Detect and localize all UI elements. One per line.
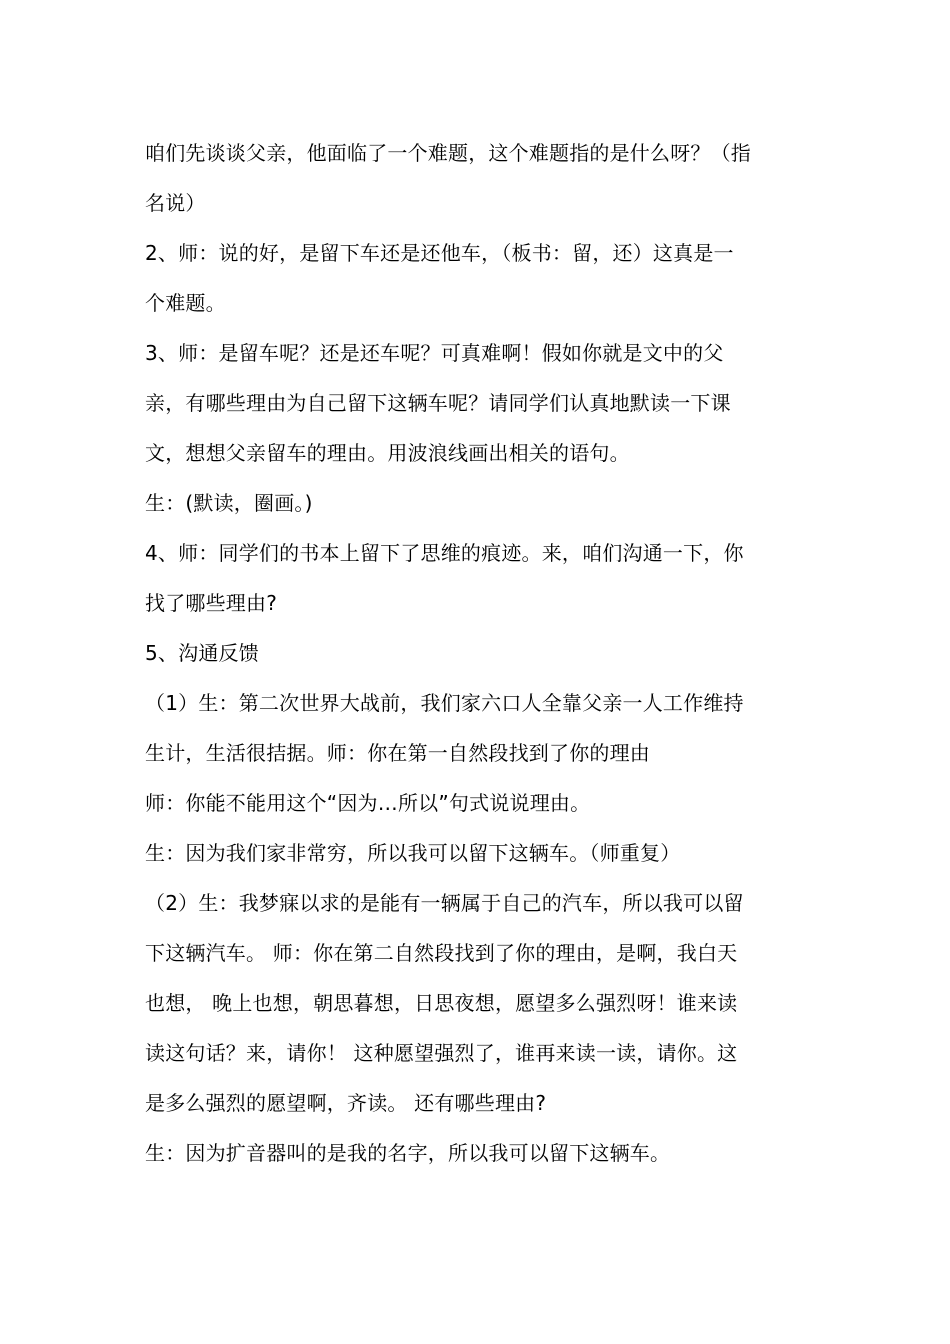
- text-line: 师：你能不能用这个“因为…所以”句式说说理由。: [145, 791, 591, 815]
- text-line: 3、师：是留车呢？还是还车呢？可真难啊！假如你就是文中的父: [145, 341, 724, 365]
- text-line: 4、师：同学们的书本上留下了思维的痕迹。来，咱们沟通一下，你: [145, 541, 744, 565]
- text-line: 找了哪些理由?: [145, 591, 278, 615]
- text-line: 生：(默读，圈画。): [145, 491, 313, 515]
- text-line: 个难题。: [145, 291, 226, 315]
- text-line: 生：因为扩音器叫的是我的名字，所以我可以留下这辆车。: [145, 1141, 671, 1165]
- text-line: 生计，生活很拮据。师：你在第一自然段找到了你的理由: [145, 741, 650, 765]
- text-line: （1）生：第二次世界大战前，我们家六口人全靠父亲一人工作维持: [145, 691, 744, 715]
- text-line: 生：因为我们家非常穷，所以我可以留下这辆车。（师重复）: [145, 841, 681, 865]
- text-line: （2）生：我梦寐以求的是能有一辆属于自己的汽车，所以我可以留: [145, 891, 744, 915]
- text-line: 文，想想父亲留车的理由。用波浪线画出相关的语句。: [145, 441, 630, 465]
- text-line: 名说）: [145, 191, 206, 215]
- text-line: 是多么强烈的愿望啊，齐读。 还有哪些理由?: [145, 1091, 547, 1115]
- document-body: [145, 128, 810, 1178]
- text-line: 也想， 晚上也想，朝思暮想，日思夜想，愿望多么强烈呀！谁来读: [145, 991, 738, 1015]
- text-line: 下这辆汽车。 师：你在第二自然段找到了你的理由，是啊，我白天: [145, 941, 738, 965]
- text-line: 5、沟通反馈: [145, 641, 259, 665]
- text-line: 咱们先谈谈父亲，他面临了一个难题，这个难题指的是什么呀？（指: [145, 141, 751, 165]
- text-line: 亲，有哪些理由为自己留下这辆车呢？请同学们认真地默读一下课: [145, 391, 731, 415]
- text-line: 2、师：说的好，是留下车还是还他车，（板书：留，还）这真是一: [145, 241, 734, 265]
- text-line: 读这句话？来，请你！ 这种愿望强烈了，谁再来读一读，请你。这: [145, 1041, 738, 1065]
